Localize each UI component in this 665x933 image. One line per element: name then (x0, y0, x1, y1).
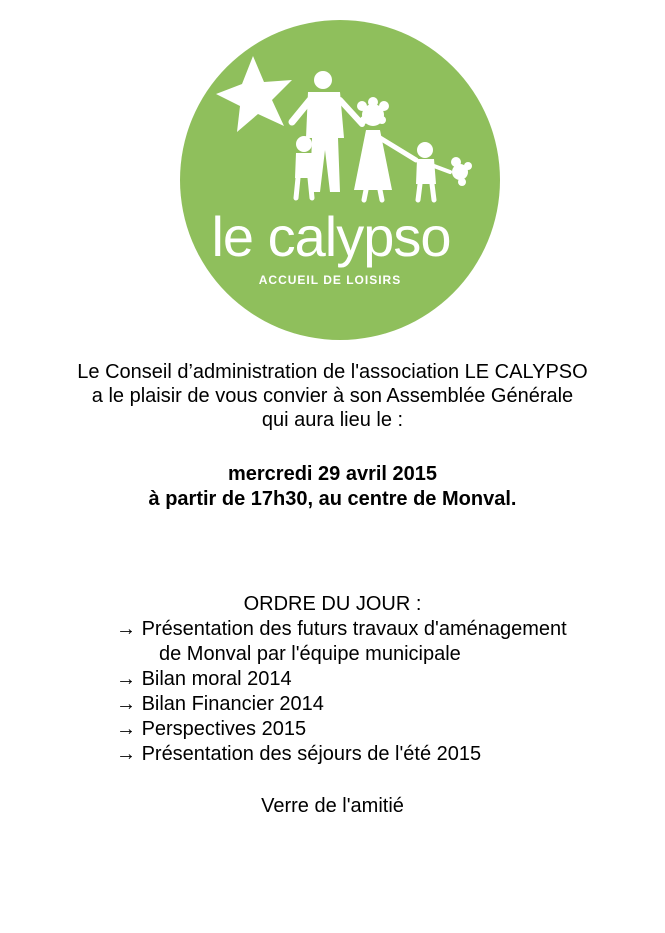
agenda-item (116, 742, 567, 767)
agenda-title: ORDRE DU JOUR : (243, 593, 422, 615)
event-time-place: à partir de 17h30, au centre de Monval. (148, 488, 517, 510)
arrow-icon: → (116, 693, 136, 715)
agenda-item (116, 717, 567, 742)
closing-note: Verre de l'amitié (261, 795, 404, 817)
agenda-item-continuation: de Monval par l'équipe municipale (159, 643, 461, 665)
logo-tagline: ACCUEIL DE LOISIRS (258, 273, 402, 287)
arrow-icon: → (116, 618, 136, 640)
logo-brand-text: le calypso (211, 205, 451, 268)
agenda-item-text: Perspectives 2015 (141, 718, 307, 740)
agenda-item (116, 692, 567, 717)
arrow-icon: → (116, 718, 136, 740)
agenda-item (116, 617, 567, 642)
invitation-intro (0, 360, 665, 432)
agenda-list (116, 617, 567, 767)
event-date: mercredi 29 avril 2015 (227, 463, 438, 485)
intro-line-2: a le plaisir de vous convier à son Assemblée Générale (91, 385, 574, 407)
intro-line-3: qui aura lieu le : (261, 409, 404, 431)
agenda-item-text: Présentation des séjours de l'été 2015 (141, 743, 482, 765)
logo-circle (180, 20, 500, 340)
calypso-logo (180, 20, 500, 340)
agenda-item-text: Bilan moral 2014 (141, 668, 292, 690)
arrow-icon: → (116, 668, 136, 690)
logo-graphic (180, 20, 500, 340)
agenda-item-text: Bilan Financier 2014 (141, 693, 324, 715)
agenda-item (116, 667, 567, 692)
event-details (0, 462, 665, 512)
agenda-item-text: Présentation des futurs travaux d'aménagement (141, 618, 567, 640)
arrow-icon: → (116, 743, 136, 765)
intro-line-1: Le Conseil d’administration de l'association LE CALYPSO (77, 361, 588, 383)
